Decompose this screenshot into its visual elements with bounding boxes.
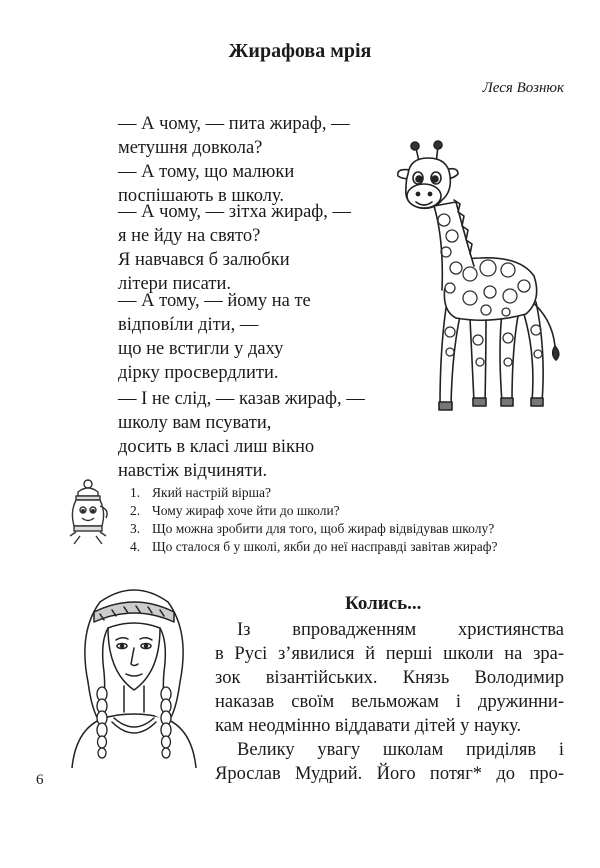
section-title: Колись... <box>345 593 422 614</box>
text-line: Велику увагу школам приділяв і <box>237 740 564 760</box>
question-text: Що можна зробити для того, щоб жираф відвідував школу? <box>152 521 495 536</box>
stanza <box>118 200 351 296</box>
text-line: в Русі з’явилися й перші школи на зра- <box>215 644 564 664</box>
lamp-mascot-icon <box>66 478 110 550</box>
question-item <box>130 520 498 538</box>
giraffe-illustration <box>390 140 580 430</box>
poem-line: поспішають в школу. <box>118 186 284 206</box>
question-item <box>130 538 498 556</box>
question-number: 2. <box>130 503 141 518</box>
question-item <box>130 484 498 502</box>
poem-line: — А тому, що малюки <box>118 162 295 182</box>
poem-line: школу вам псувати, <box>118 413 272 433</box>
stanza <box>118 112 350 208</box>
question-text: Чому жираф хоче йти до школи? <box>152 503 340 518</box>
poem-line: — І не слід, — казав жираф, — <box>118 389 365 409</box>
stanza <box>118 289 311 385</box>
poem-line: літери писати. <box>118 274 232 294</box>
medieval-woman-illustration <box>64 572 204 768</box>
poem-line: — А чому, — пита жираф, — <box>118 114 350 134</box>
text-line: кам неодмінно віддавати дітей у науку. <box>215 716 522 736</box>
question-text: Що сталося б у школі, якби до неї насправді завітав жираф? <box>152 539 498 554</box>
questions-list <box>130 484 498 556</box>
poem-line: досить в класі лиш вікно <box>118 437 315 457</box>
poem-line: що не встигли у даху <box>118 339 284 359</box>
poem-line: відповíли діти, — <box>118 315 259 335</box>
poem-author: Леся Вознюк <box>482 80 564 96</box>
stanza <box>118 387 365 483</box>
text-line: Із впровадженням християнства <box>237 620 564 640</box>
poem-line: — А чому, — зітха жираф, — <box>118 202 352 222</box>
question-number: 1. <box>130 485 141 500</box>
text-line: зок візантійських. Князь Володимир <box>215 668 564 688</box>
poem-line: я не йду на свято? <box>118 226 261 246</box>
section-text <box>215 618 564 786</box>
page-number: 6 <box>36 772 44 788</box>
poem-line: навстіж відчиняти. <box>118 461 268 481</box>
question-number: 3. <box>130 521 141 536</box>
poem-title: Жирафова мрія <box>228 40 372 62</box>
poem-line: дірку просвердлити. <box>118 363 279 383</box>
poem-line: метушня довкола? <box>118 138 263 158</box>
poem-line: — А тому, — йому на те <box>118 291 311 311</box>
question-item <box>130 502 498 520</box>
text-line: наказав своїм вельможам і дружинни- <box>215 692 564 712</box>
question-text: Який настрій вірша? <box>152 485 272 500</box>
text-line: Ярослав Мудрий. Його потяг* до про- <box>215 764 564 784</box>
question-number: 4. <box>130 539 141 554</box>
poem-line: Я навчався б залюбки <box>118 250 290 270</box>
